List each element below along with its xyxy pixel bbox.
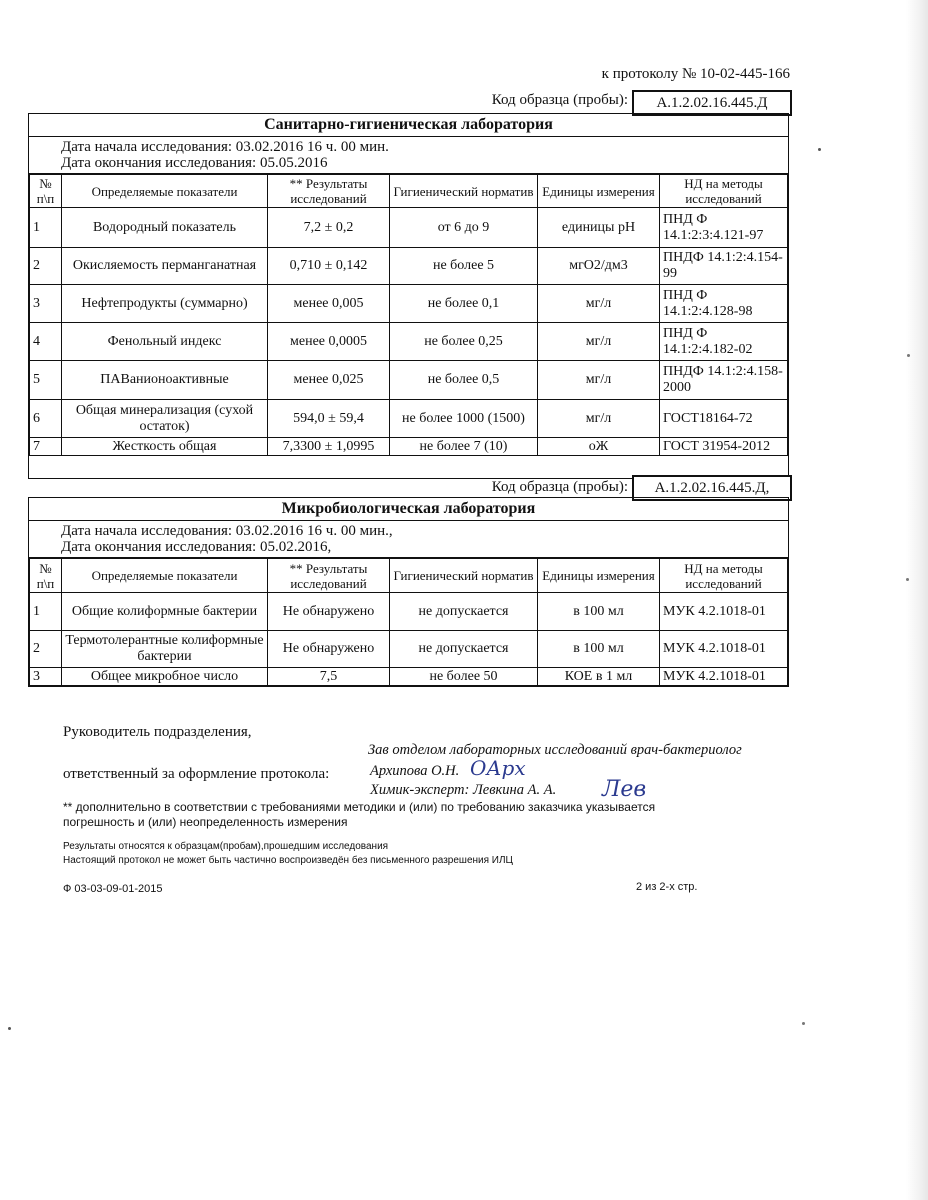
sample-code-label-2: Код образца (пробы):: [491, 479, 628, 495]
position-1: Зав отделом лабораторных исследований врач-бактериолог: [368, 742, 742, 758]
row-unit: КОЕ в 1 мл: [538, 668, 660, 686]
row-method: МУК 4.2.1018-01: [660, 593, 788, 631]
row-indicator: Общая минерализация (сухой остаток): [62, 400, 268, 438]
row-unit: в 100 мл: [538, 593, 660, 631]
row-unit: мг/л: [538, 323, 660, 361]
row-indicator: Водородный показатель: [62, 208, 268, 248]
row-result: менее 0,0005: [268, 323, 390, 361]
row-norm: не допускается: [390, 593, 538, 631]
scan-edge-shadow: [906, 0, 928, 1200]
micro-header-row: [30, 559, 788, 593]
col-number: № п\п: [30, 175, 62, 208]
row-number: 4: [30, 323, 62, 361]
sanitary-date-start: Дата начала исследования: 03.02.2016 16 ч. 00 мин.: [61, 139, 389, 155]
responsible-label: ответственный за оформление протокола:: [63, 766, 330, 782]
table-row: [30, 248, 788, 285]
row-number: 5: [30, 361, 62, 400]
row-norm: не более 0,25: [390, 323, 538, 361]
col-method: НД на методы исследований: [660, 559, 788, 593]
note-line-1: ** дополнительно в соответствии с требованиями методики и (или) по требованию заказчика указывается: [63, 800, 656, 814]
row-method: ГОСТ 31954-2012: [660, 438, 788, 456]
row-method: МУК 4.2.1018-01: [660, 631, 788, 668]
scan-dot: [802, 1022, 805, 1025]
row-result: 594,0 ± 59,4: [268, 400, 390, 438]
row-number: 7: [30, 438, 62, 456]
row-norm: не более 50: [390, 668, 538, 686]
result-note-1: Результаты относятся к образцам(пробам),прошедшим исследования: [63, 841, 389, 852]
row-unit: в 100 мл: [538, 631, 660, 668]
table-row: [30, 285, 788, 323]
row-result: 7,5: [268, 668, 390, 686]
note-line-2: погрешность и (или) неопределенность измерения: [63, 815, 348, 829]
row-unit: единицы рН: [538, 208, 660, 248]
sample-code-label-1: Код образца (пробы):: [491, 92, 628, 108]
form-code: Ф 03-03-09-01-2015: [63, 883, 163, 895]
col-unit: Единицы измерения: [538, 559, 660, 593]
table-row: [30, 631, 788, 668]
row-result: 7,3300 ± 1,0995: [268, 438, 390, 456]
row-indicator: Общее микробное число: [62, 668, 268, 686]
row-indicator: Общие колиформные бактерии: [62, 593, 268, 631]
row-result: Не обнаружено: [268, 593, 390, 631]
row-number: 6: [30, 400, 62, 438]
row-indicator: Нефтепродукты (суммарно): [62, 285, 268, 323]
row-number: 3: [30, 668, 62, 686]
scan-dot: [907, 354, 910, 357]
signature-2: Лев: [602, 777, 647, 802]
row-norm: не более 7 (10): [390, 438, 538, 456]
row-indicator: Жесткость общая: [62, 438, 268, 456]
micro-title: Микробиологическая лаборатория: [29, 498, 788, 521]
row-result: 0,710 ± 0,142: [268, 248, 390, 285]
scan-dot: [8, 1027, 11, 1030]
row-method: ПНД Ф 14.1:2:4.128-98: [660, 285, 788, 323]
row-indicator: ПАВанионоактивные: [62, 361, 268, 400]
scan-dot: [906, 578, 909, 581]
sanitary-section: [28, 113, 789, 479]
row-norm: не более 0,1: [390, 285, 538, 323]
page-number: 2 из 2-х стр.: [636, 881, 698, 893]
col-indicator: Определяемые показатели: [62, 559, 268, 593]
col-norm: Гигиенический норматив: [390, 559, 538, 593]
row-number: 2: [30, 248, 62, 285]
row-unit: оЖ: [538, 438, 660, 456]
sample-code-1: А.1.2.02.16.445.Д: [656, 95, 768, 111]
row-unit: мг/л: [538, 285, 660, 323]
row-indicator: Фенольный индекс: [62, 323, 268, 361]
name-1: Архипова О.Н.: [370, 763, 460, 779]
row-method: ПНД Ф 14.1:2:3:4.121-97: [660, 208, 788, 248]
scan-dot: [818, 148, 821, 151]
col-unit: Единицы измерения: [538, 175, 660, 208]
col-result: ** Результаты исследований: [268, 175, 390, 208]
position-2: Химик-эксперт: Левкина А. А.: [370, 782, 557, 798]
row-norm: не более 5: [390, 248, 538, 285]
table-row: [30, 668, 788, 686]
col-method: НД на методы исследований: [660, 175, 788, 208]
col-indicator: Определяемые показатели: [62, 175, 268, 208]
row-method: МУК 4.2.1018-01: [660, 668, 788, 686]
row-norm: не более 1000 (1500): [390, 400, 538, 438]
sanitary-dates: [29, 137, 788, 174]
row-result: 7,2 ± 0,2: [268, 208, 390, 248]
row-result: менее 0,025: [268, 361, 390, 400]
micro-table: [29, 558, 788, 686]
table-row: [30, 361, 788, 400]
table-row: [30, 593, 788, 631]
row-result: Не обнаружено: [268, 631, 390, 668]
micro-date-end: Дата окончания исследования: 05.02.2016,: [61, 539, 332, 555]
col-number: № п\п: [30, 559, 62, 593]
row-method: ПНДФ 14.1:2:4.158-2000: [660, 361, 788, 400]
col-norm: Гигиенический норматив: [390, 175, 538, 208]
micro-date-start: Дата начала исследования: 03.02.2016 16 ч. 00 мин.,: [61, 523, 393, 539]
table-row: [30, 400, 788, 438]
sanitary-header-row: [30, 175, 788, 208]
result-note-2: Настоящий протокол не может быть частично воспроизведён без письменного разрешения ИЛЦ: [63, 855, 513, 866]
table-row: [30, 208, 788, 248]
row-method: ГОСТ18164-72: [660, 400, 788, 438]
row-indicator: Термотолерантные колиформные бактерии: [62, 631, 268, 668]
head-label: Руководитель подразделения,: [63, 724, 252, 740]
row-norm: не более 0,5: [390, 361, 538, 400]
table-row: [30, 323, 788, 361]
sample-code-2: А.1.2.02.16.445.Д,: [654, 480, 770, 496]
row-result: менее 0,005: [268, 285, 390, 323]
row-method: ПНД Ф 14.1:2:4.182-02: [660, 323, 788, 361]
row-number: 1: [30, 593, 62, 631]
row-indicator: Окисляемость перманганатная: [62, 248, 268, 285]
sanitary-date-end: Дата окончания исследования: 05.05.2016: [61, 155, 328, 171]
row-unit: мгО2/дм3: [538, 248, 660, 285]
sanitary-title: Санитарно-гигиеническая лаборатория: [29, 114, 788, 137]
row-number: 1: [30, 208, 62, 248]
micro-dates: [29, 521, 788, 558]
row-norm: от 6 до 9: [390, 208, 538, 248]
signature-1: ОАрх: [470, 756, 526, 780]
row-number: 2: [30, 631, 62, 668]
row-unit: мг/л: [538, 400, 660, 438]
row-number: 3: [30, 285, 62, 323]
protocol-reference: к протоколу № 10-02-445-166: [601, 66, 790, 82]
row-norm: не допускается: [390, 631, 538, 668]
col-result: ** Результаты исследований: [268, 559, 390, 593]
row-unit: мг/л: [538, 361, 660, 400]
sanitary-table: [29, 174, 788, 456]
micro-section: [28, 497, 789, 687]
row-method: ПНДФ 14.1:2:4.154-99: [660, 248, 788, 285]
table-row: [30, 438, 788, 456]
